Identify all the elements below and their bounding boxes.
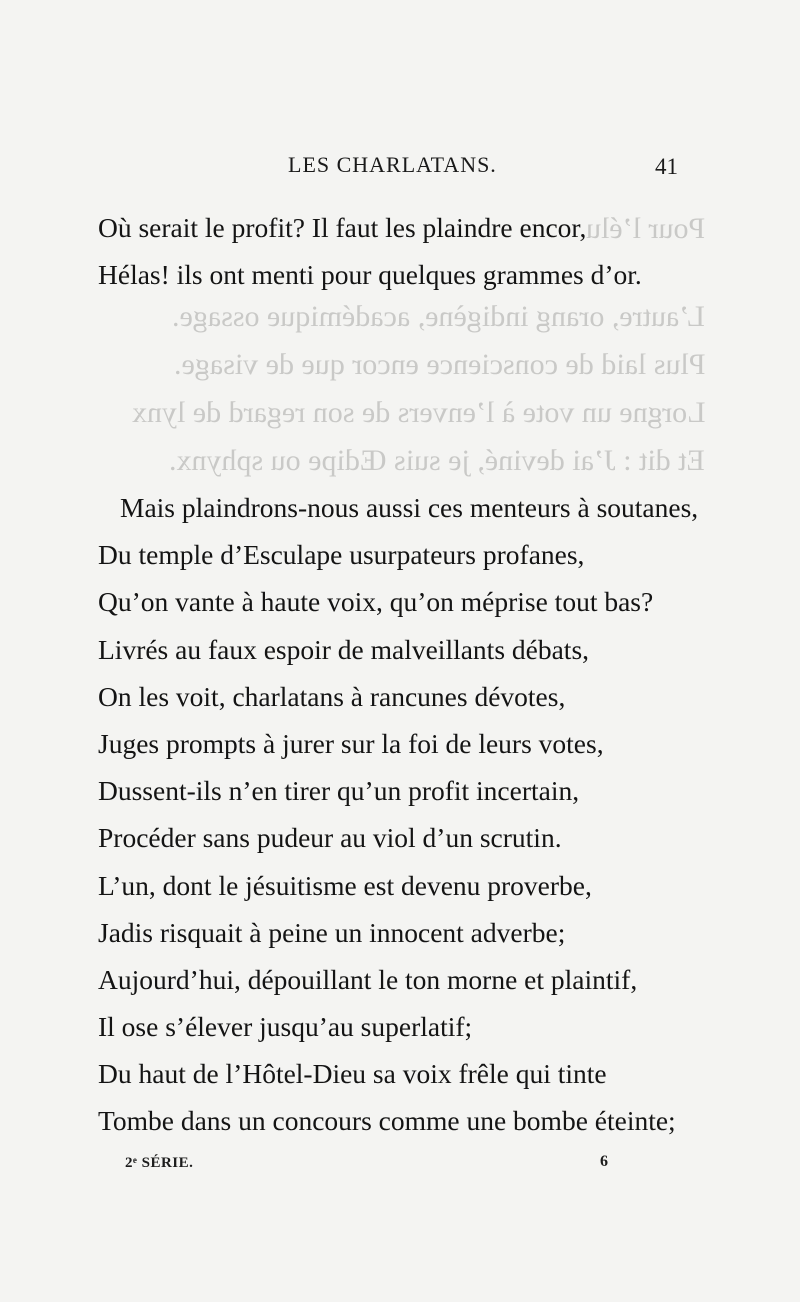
show-through-texture: Pour l’élu L’autre, orang indigène, académique ossage. Plus laid de conscience encor que de visage. Lorgne un vote à l’envers de son regard de lynx Et dit : J’ai deviné, je suis Œdipe ou sphynx. [131,212,705,477]
page-number: 41 [655,154,678,179]
verse-line: L’un, dont le jésuitisme est devenu proverbe, [98,869,592,901]
signature-mark: 2ᵉ SÉRIE. [125,1155,194,1171]
verse-line: Jadis risquait à peine un innocent adverbe; [98,916,566,948]
verse-line: Livrés au faux espoir de malveillants débats, [98,633,590,665]
verse-line: Mais plaindrons-nous aussi ces menteurs à soutanes, [120,492,699,523]
verse-line: On les voit, charlatans à rancunes dévotes, [98,680,566,712]
verse-line: Hélas! ils ont menti pour quelques grammes d’or. [98,259,642,291]
verse-line: Procéder sans pudeur au viol d’un scrutin. [98,822,562,854]
stanza-1 [98,204,718,298]
signature-number: 6 [600,1153,608,1170]
signature-footer [0,1155,800,1185]
verse-line: Qu’on vante à haute voix, qu’on méprise tout bas? [98,586,654,618]
verse-line: Du haut de l’Hôtel-Dieu sa voix frêle qui tinte [98,1058,607,1090]
verse-line: Tombe dans un concours comme une bombe éteinte; [98,1105,676,1137]
verse-line: Où serait le profit? Il faut les plaindre encor, [98,212,587,243]
verse-line: Du temple d’Esculape usurpateurs profanes, [98,539,585,571]
verse-line: Il ose s’élever jusqu’au superlatif; [98,1011,473,1043]
verse-line: Juges prompts à jurer sur la foi de leurs votes, [98,727,604,759]
running-head [0,152,800,192]
verse-line: Aujourd’hui, dépouillant le ton morne et plaintif, [98,963,638,995]
stanza-2 [98,484,718,1145]
verse-line: Dussent-ils n’en tirer qu’un profit incertain, [98,775,580,807]
running-title: LES CHARLATANS. [288,152,497,177]
